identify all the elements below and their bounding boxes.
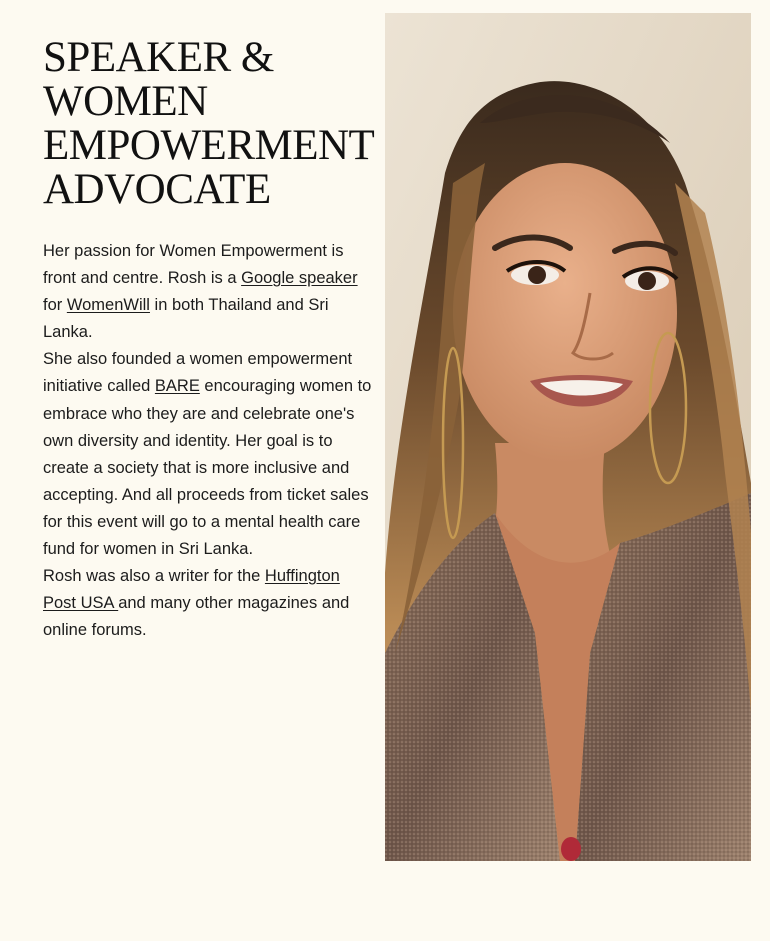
title-line: SPEAKER & bbox=[43, 34, 274, 81]
womenwill-link[interactable]: WomenWill bbox=[66, 296, 150, 315]
bio-text-run: She also founded a women empowerment initiative called bbox=[43, 350, 353, 396]
bio-text-run: for bbox=[43, 296, 67, 315]
title-line: WOMEN bbox=[43, 78, 208, 125]
bio-paragraph bbox=[43, 238, 373, 346]
bare-link[interactable]: BARE bbox=[154, 377, 200, 396]
huffington-post-link[interactable]: Huffington Post USA bbox=[43, 567, 340, 613]
bio-text-run: in both Thailand and Sri Lanka. bbox=[43, 296, 329, 342]
google-speaker-link[interactable]: Google speaker bbox=[241, 269, 358, 288]
portrait-photo bbox=[385, 13, 751, 861]
bio-paragraph bbox=[43, 346, 373, 563]
bio-text-run: Her passion for Women Empowerment is front and centre. Rosh is a bbox=[43, 242, 344, 288]
bio-paragraph bbox=[43, 563, 373, 644]
bio-text-run: Rosh was also a writer for the bbox=[43, 567, 265, 586]
page-title bbox=[43, 36, 383, 212]
bio-text bbox=[43, 238, 373, 644]
title-line: ADVOCATE bbox=[43, 166, 271, 213]
title-line: EMPOWERMENT bbox=[43, 122, 375, 169]
bio-text-run: and many other magazines and online forums. bbox=[43, 594, 350, 640]
bio-text-run: encouraging women to embrace who they are and celebrate one's own diversity and identity. Her goal is to create a society that is more inclusive and accepting. And all proceeds from ticket sales for this event will go to a mental health care fund for women in Sri Lanka. bbox=[43, 377, 372, 559]
